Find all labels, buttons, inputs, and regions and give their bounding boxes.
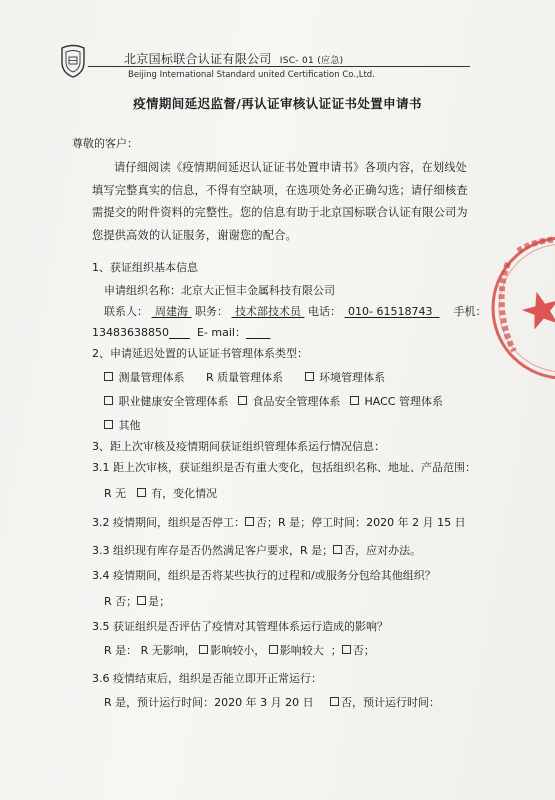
option-other [104,419,141,432]
q31-option-yes: 有，变化情况 [151,487,218,500]
q34-question: 3.4 疫情期间，组织是否将某些执行的过程和/或服务分包给其他组织？ [92,569,436,582]
option-row-2 [104,396,443,407]
q36-answer [104,697,314,708]
q35-question: 3.5 获证组织是否评估了疫情对其管理体系运行造成的影响？ [92,620,388,633]
checkbox-icon [199,645,208,654]
option-label: 测量管理体系 [118,371,185,384]
q35-option-yes: R 是： [104,644,138,657]
post-label: 职务： [195,305,228,318]
q31-question: 3.1 距上次审核，获证组织是否有重大变化，包括组织名称、地址、产品范围： [92,461,476,474]
mobile-underline [169,326,190,339]
company-name-en: Beijing International Standard united Certification Co.,Ltd. [128,70,375,80]
q35-small-impact: 影响较小， [210,644,266,657]
checkbox-icon [104,396,113,405]
document-title: 疫情期间延迟监督/再认证审核认证证书处置申请书 [133,96,422,111]
q36-answer-no [330,697,440,708]
q33-option-no: 否，应对办法。 [344,544,422,557]
org-name-label: 申请组织名称： [104,284,181,297]
q32-option-no: 否； [256,516,278,529]
contact-text: 周建海 [155,305,188,318]
q34-answer [104,596,170,607]
checkbox-icon [104,420,113,429]
checkbox-icon [330,697,339,706]
q34-option-yes: 是； [148,595,171,608]
q31-answer [104,488,217,499]
email-label: E- mail： [196,326,246,339]
q35-separator: ； [330,644,342,657]
checkbox-icon [305,372,314,381]
checkbox-icon [342,645,351,654]
mobile-value: 13483638850 [92,326,169,339]
option-quality [206,371,283,384]
q35-option-no: 否； [352,644,375,657]
option-label: HACC 管理体系 [364,395,443,408]
header-company [124,50,343,67]
phone-value [345,305,440,318]
q35-no-impact: R 无影响， [140,644,196,657]
post-text: 技术部技术员 [235,305,301,318]
phone-text: 010- 61518743 [348,305,433,318]
org-name-value: 北京大正恒丰金属科技有限公司 [181,284,335,297]
option-ohs [104,395,229,408]
checkbox-icon [104,372,113,381]
contact-label: 联系人： [104,305,148,318]
document-code: ISC- 01 (应急) [279,56,344,66]
mobile-email-row [92,327,270,338]
section3-heading: 3、距上次审核及疫情期间获证组织管理体系运行情况信息： [92,440,385,453]
contact-row [104,306,486,317]
org-name-row [104,285,335,296]
company-name-cn: 北京国标联合认证有限公司 [124,52,272,66]
checkbox-icon [137,488,146,497]
email-value [246,326,270,339]
phone-label: 电话： [308,305,341,318]
q36-question: 3.6 疫情结束后，组织是否能立即开正常运行： [92,672,322,685]
company-logo [58,44,88,78]
option-row-3 [104,420,141,431]
option-hacc [350,395,443,408]
q32-option-yes: R 是；停工时间：2020 年 2 月 15 日 [278,516,466,529]
q35-answer [104,645,375,656]
option-label: 其他 [118,419,141,432]
section2-heading: 2、申请延迟处置的认证证书管理体系类型： [92,347,308,360]
greeting: 尊敬的客户： [72,137,138,150]
q33-question: 3.3 组织现有库存是否仍然满足客户要求，R 是； [92,544,334,557]
q35-large-impact: 影响较大 [279,644,324,657]
mobile-label: 手机： [453,305,487,318]
option-label: 职业健康安全管理体系 [118,395,229,408]
option-row-1 [104,372,385,383]
q32-question: 3.2 疫情期间，组织是否停工： [92,516,245,529]
section1-heading: 1、获证组织基本信息 [92,261,198,274]
intro-paragraph: 请仔细阅读《疫情期间延迟认证证书处置申请书》各项内容，在划线处填写完整真实的信息，不得有空缺项，在选项处务必正确勾选；请仔细核查需提交的附件资料的完整性。您的信息有助于北京国标联合认证有限公司为您提供高效的认证服务，谢谢您的配合。 [92,161,468,242]
checkbox-icon [245,517,254,526]
q32-row [92,517,466,528]
option-food [238,395,341,408]
checkbox-icon [137,596,146,605]
company-seal [488,233,555,383]
q33-row [92,545,421,556]
option-label: 食品安全管理体系 [252,395,341,408]
checkbox-icon [333,545,342,554]
checkbox-icon [238,396,247,405]
q36-option-yes: R 是，预计运行时间：2020 年 3 月 20 日 [104,696,314,709]
option-measurement [104,371,185,384]
checkbox-icon [350,396,359,405]
checkbox-icon [269,645,278,654]
option-environment [305,371,386,384]
contact-value [152,305,192,318]
option-label: 质量管理体系 [217,371,284,384]
q31-option-no: R 无 [104,487,127,500]
checked-mark: R [206,371,214,384]
option-label: 环境管理体系 [319,371,386,384]
post-value [232,305,305,318]
q34-option-no: R 否； [104,595,138,608]
header-divider [88,66,470,67]
q36-option-no: 否，预计运行时间： [341,696,440,709]
